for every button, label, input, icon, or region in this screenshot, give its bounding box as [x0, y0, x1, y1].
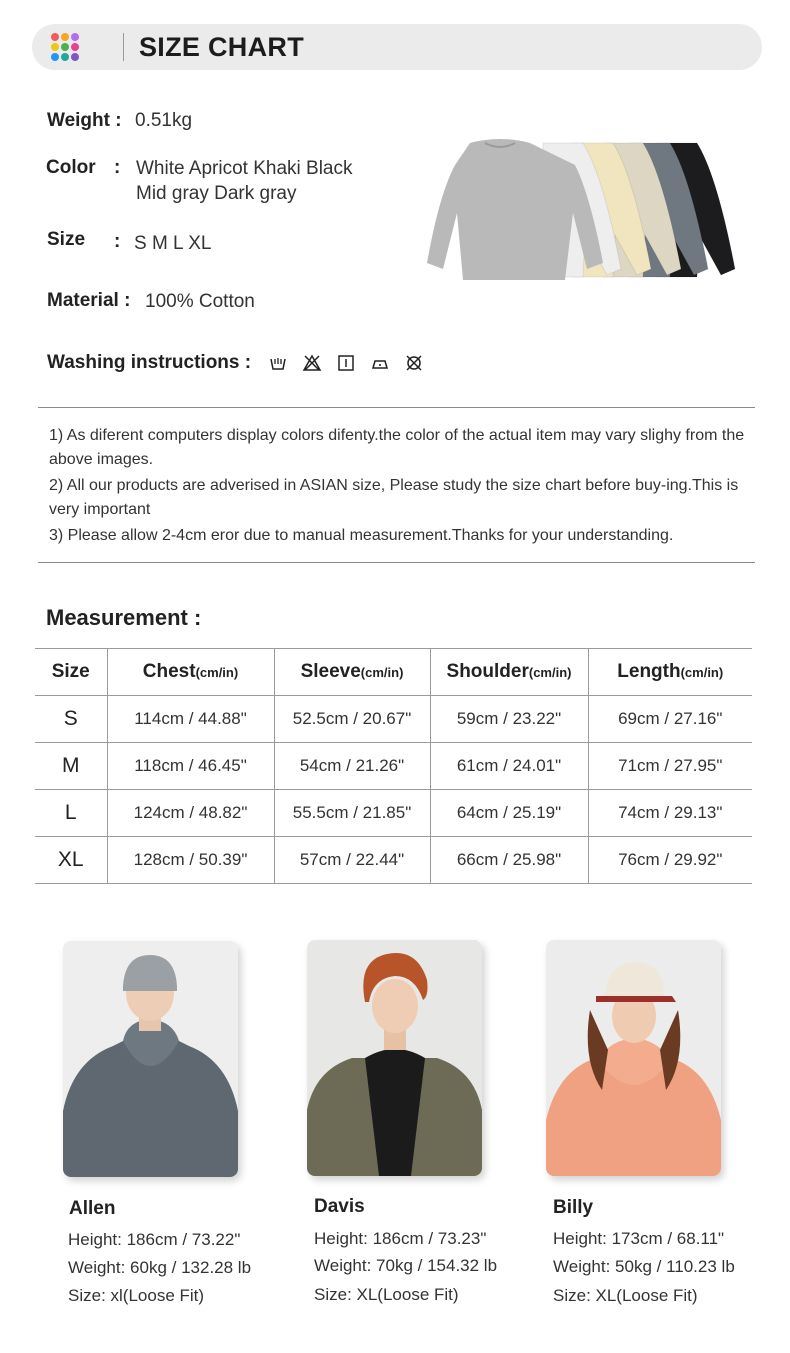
- size-cell: M: [35, 743, 107, 790]
- table-header-row: [35, 649, 752, 696]
- table-cell: 124cm / 48.82": [107, 790, 274, 837]
- table-cell: 69cm / 27.16": [588, 696, 752, 743]
- note-item: 2) All our products are adverised in ASIAN size, Please study the size chart before buy-ing.This is very important: [49, 477, 739, 518]
- note-item: 3) Please allow 2-4cm eror due to manual measurement.Thanks for your understanding.: [49, 527, 674, 544]
- washing-label: Washing instructions :: [47, 352, 252, 373]
- sweaters-product-image: [425, 135, 745, 285]
- color-value-line1: White Apricot Khaki Black: [136, 158, 353, 179]
- color-value-line2: Mid gray Dark gray: [136, 183, 297, 204]
- model-weight: Weight: 60kg / 132.28 lb: [68, 1258, 252, 1277]
- size-value: S M L XL: [134, 233, 212, 254]
- model-size: Size: XL(Loose Fit): [314, 1285, 459, 1304]
- model-size: Size: XL(Loose Fit): [553, 1286, 698, 1305]
- size-cell: L: [35, 790, 107, 837]
- size-chart-header: [32, 24, 762, 70]
- size-colon: :: [114, 231, 121, 252]
- measurement-title: Measurement :: [46, 605, 202, 630]
- model-name: Allen: [69, 1198, 116, 1219]
- no-bleach-icon: [302, 353, 322, 373]
- table-cell: 66cm / 25.98": [430, 837, 588, 884]
- color-colon: :: [114, 157, 121, 178]
- column-header: Length(cm/in): [588, 649, 752, 696]
- no-dry-clean-icon: [404, 353, 424, 373]
- table-cell: 57cm / 22.44": [274, 837, 430, 884]
- column-header: Chest(cm/in): [107, 649, 274, 696]
- notes-bottom-divider: [38, 562, 755, 563]
- table-cell: 76cm / 29.92": [588, 837, 752, 884]
- table-cell: 114cm / 44.88": [107, 696, 274, 743]
- notes-block: [49, 424, 749, 551]
- model-height: Height: 173cm / 68.11": [553, 1229, 725, 1248]
- model-photo-billy: [546, 940, 721, 1176]
- table-row: [35, 743, 752, 790]
- table-cell: 64cm / 25.19": [430, 790, 588, 837]
- note-item: 1) As diferent computers display colors difenty.the color of the actual item may vary slighy from the above images.: [49, 427, 745, 468]
- model-size: Size: xl(Loose Fit): [68, 1286, 205, 1305]
- model-photo-allen: [63, 941, 238, 1177]
- model-weight: Weight: 50kg / 110.23 lb: [553, 1257, 735, 1276]
- size-label: Size: [47, 229, 86, 250]
- weight-value: 0.51kg: [135, 110, 193, 131]
- model-weight: Weight: 70kg / 154.32 lb: [314, 1256, 498, 1275]
- table-cell: 52.5cm / 20.67": [274, 696, 430, 743]
- material-value: 100% Cotton: [145, 291, 255, 312]
- table-cell: 55.5cm / 21.85": [274, 790, 430, 837]
- size-table: [35, 648, 752, 884]
- iron-low-icon: [370, 353, 390, 373]
- material-label: Material :: [47, 290, 131, 311]
- page-title: SIZE CHART: [139, 32, 304, 62]
- table-cell: 128cm / 50.39": [107, 837, 274, 884]
- model-name: Davis: [314, 1196, 365, 1217]
- size-cell: S: [35, 696, 107, 743]
- table-cell: 74cm / 29.13": [588, 790, 752, 837]
- model-name: Billy: [553, 1197, 594, 1218]
- hand-wash-icon: [268, 353, 288, 373]
- column-header: Shoulder(cm/in): [430, 649, 588, 696]
- table-cell: 59cm / 23.22": [430, 696, 588, 743]
- table-cell: 54cm / 21.26": [274, 743, 430, 790]
- table-cell: 71cm / 27.95": [588, 743, 752, 790]
- model-height: Height: 186cm / 73.23": [314, 1229, 487, 1248]
- size-cell: XL: [35, 837, 107, 884]
- washing-icons: [268, 353, 424, 373]
- header-divider: [123, 33, 124, 61]
- weight-label: Weight :: [47, 110, 122, 131]
- table-row: [35, 696, 752, 743]
- table-row: [35, 837, 752, 884]
- app-logo-icon: [50, 32, 80, 62]
- model-height: Height: 186cm / 73.22": [68, 1230, 241, 1249]
- line-dry-icon: [336, 353, 356, 373]
- column-header: Size: [35, 649, 107, 696]
- notes-top-divider: [38, 407, 755, 408]
- column-header: Sleeve(cm/in): [274, 649, 430, 696]
- model-photo-davis: [307, 940, 482, 1176]
- table-cell: 61cm / 24.01": [430, 743, 588, 790]
- color-label: Color: [46, 157, 96, 178]
- table-row: [35, 790, 752, 837]
- table-cell: 118cm / 46.45": [107, 743, 274, 790]
